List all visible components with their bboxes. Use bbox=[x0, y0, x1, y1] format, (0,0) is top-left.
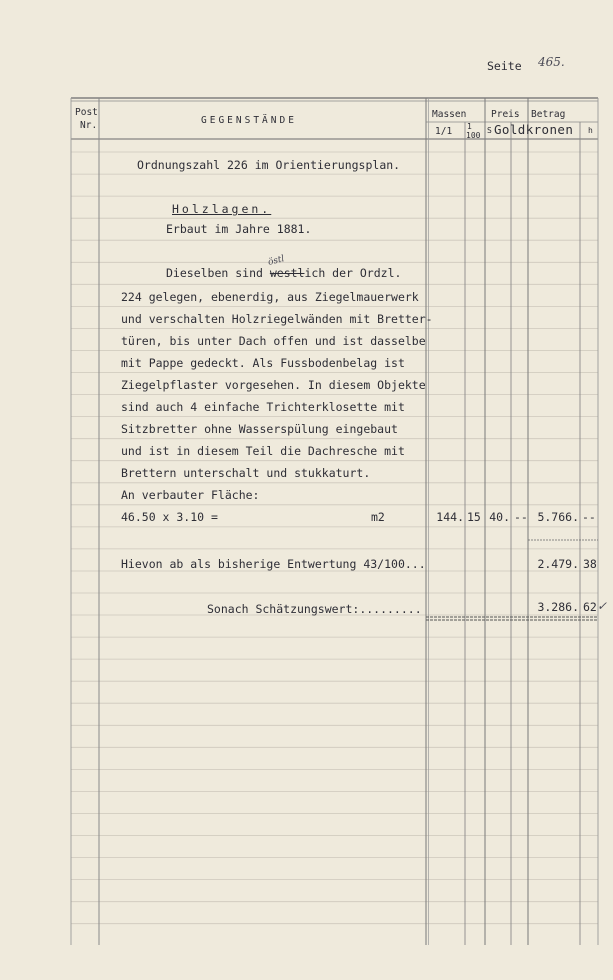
desc-line-6: Ziegelpflaster vorgesehen. In diesem Objekte bbox=[121, 378, 426, 392]
flaeche-line: An verbauter Fläche: bbox=[121, 488, 260, 502]
struck-word: westl bbox=[269, 266, 305, 280]
deduction-betrag-frac: 38 bbox=[583, 557, 597, 571]
header-currency: Goldkronen bbox=[494, 122, 574, 137]
page-label: Seite bbox=[487, 59, 522, 73]
calc-betrag-int: 5.766. bbox=[537, 510, 579, 524]
header-massen: Massen bbox=[432, 109, 467, 120]
header-s-mark: S bbox=[487, 126, 492, 135]
calc-formula: 46.50 x 3.10 = bbox=[121, 510, 218, 524]
header-massen-frac-den: 100 bbox=[466, 131, 481, 140]
calc-unit: m2 bbox=[371, 510, 385, 524]
desc-line-1 bbox=[166, 266, 401, 280]
handwritten-correction: östl bbox=[267, 254, 286, 268]
desc-line-1b: ich der Ordzl. bbox=[304, 266, 402, 280]
desc-line-4: türen, bis unter Dach offen und ist dasselbe bbox=[121, 334, 426, 348]
header-nr: Nr. bbox=[80, 120, 98, 131]
header-betrag: Betrag bbox=[531, 109, 566, 120]
header-post: Post bbox=[75, 107, 98, 118]
calc-massen-int: 144. bbox=[436, 510, 464, 524]
check-mark-icon: ✓ bbox=[597, 599, 608, 613]
result-label: Sonach Schätzungswert:......... bbox=[207, 602, 422, 616]
header-gegenstaende: GEGENSTÄNDE bbox=[201, 115, 297, 126]
building-title: Holzlagen. bbox=[172, 202, 272, 216]
desc-line-7: sind auch 4 einfache Trichterklosette mit bbox=[121, 400, 405, 414]
desc-line-10: Brettern unterschalt und stukkaturt. bbox=[121, 466, 371, 480]
desc-line-8: Sitzbretter ohne Wasserspülung eingebaut bbox=[121, 422, 398, 436]
desc-line-3: und verschalten Holzriegelwänden mit Bretter- bbox=[121, 312, 433, 326]
desc-line-9: und ist in diesem Teil die Dachresche mit bbox=[121, 444, 405, 458]
calc-preis-int: 40. bbox=[489, 510, 510, 524]
desc-line-1a: Dieselben sind bbox=[166, 266, 270, 280]
header-preis: Preis bbox=[491, 109, 520, 120]
header-massen-whole: 1/1 bbox=[435, 126, 453, 137]
erbaut-line: Erbaut im Jahre 1881. bbox=[166, 222, 312, 236]
calc-betrag-frac: -- bbox=[582, 510, 596, 524]
deduction-label: Hievon ab als bisherige Entwertung 43/100... bbox=[121, 557, 426, 571]
header-massen-frac-num: 1 bbox=[467, 122, 472, 131]
desc-line-2: 224 gelegen, ebenerdig, aus Ziegelmauerwerk bbox=[121, 290, 419, 304]
result-betrag-frac: 62 bbox=[583, 600, 597, 614]
result-betrag-int: 3.286. bbox=[537, 600, 579, 614]
desc-line-5: mit Pappe gedeckt. Als Fussbodenbelag ist bbox=[121, 356, 405, 370]
calc-preis-frac: -- bbox=[514, 510, 528, 524]
page-number: 465. bbox=[538, 55, 565, 69]
ordnungszahl-line: Ordnungszahl 226 im Orientierungsplan. bbox=[137, 158, 401, 172]
deduction-betrag-int: 2.479. bbox=[537, 557, 579, 571]
calc-massen-frac: 15 bbox=[467, 510, 481, 524]
header-h-mark: h bbox=[588, 126, 593, 135]
